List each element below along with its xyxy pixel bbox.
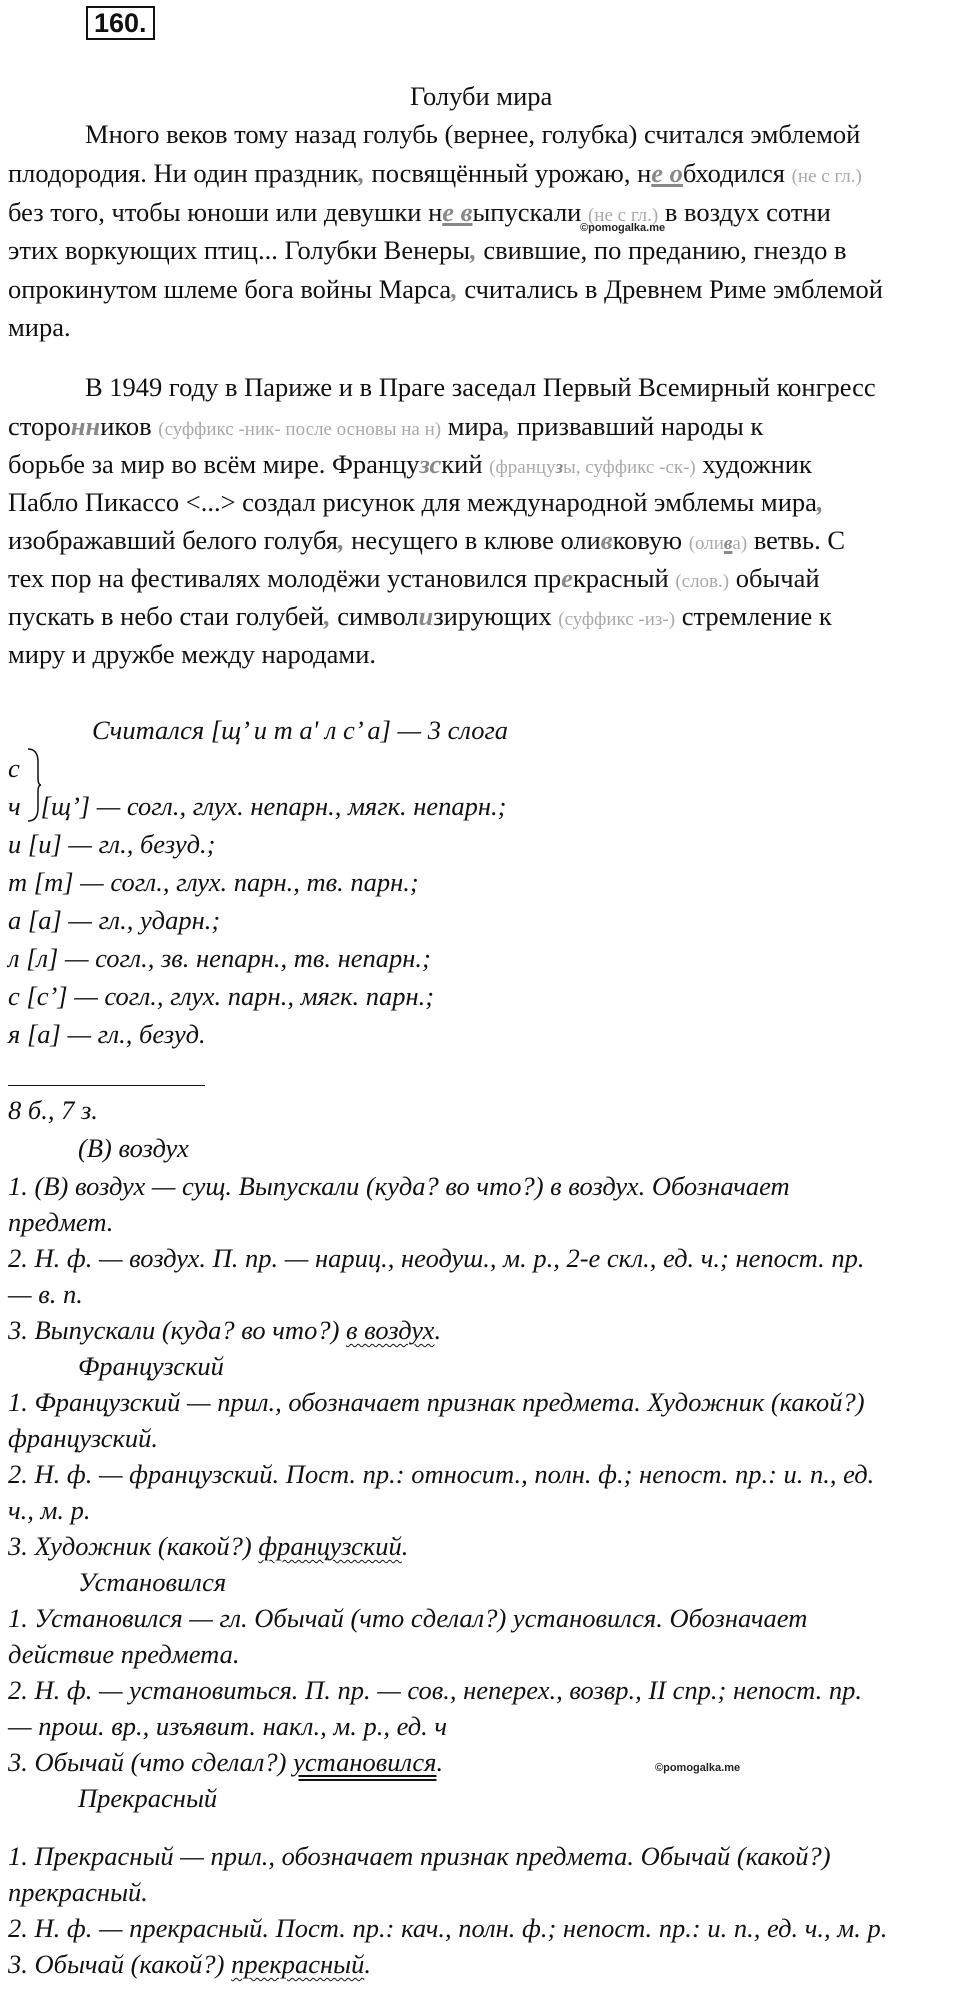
para1-line5: опрокинутом шлеме бога войны Марса, считались в Древнем Риме эмблемой [8, 274, 883, 304]
watermark: ©pomogalka.me [655, 1762, 741, 1774]
para2-line8: миру и дружбе между народами. [8, 639, 376, 669]
morph-line: 2. Н. ф. — воздух. П. пр. — нариц., неодуш., м. р., 2-е скл., ед. ч.; непост. пр. [8, 1243, 865, 1273]
morph-word2-title: Французский [78, 1351, 224, 1381]
morph-line: — в. п. [8, 1279, 83, 1309]
para2-line6: тех пор на фестивалях молодёжи установился прекрасный (слов.) обычай [8, 563, 820, 593]
morph-line: ч., м. р. [8, 1495, 91, 1525]
phonetic-s2: с [с’] — согл., глух. парн., мягк. парн.; [8, 981, 435, 1011]
morph-line: 2. Н. ф. — установиться. П. пр. — сов., неперех., возвр., II спр.; непост. пр. [8, 1675, 862, 1705]
morph-line: 3. Художник (какой?) французский. [8, 1531, 409, 1561]
phonetic-a: а [а] — гл., ударн.; [8, 905, 221, 935]
phonetic-t: т [т] — согл., глух. парн., тв. парн.; [8, 867, 419, 897]
para1-line2: плодородия. Ни один праздник, посвящённый урожаю, не обходился (не с гл.) [8, 158, 862, 188]
divider [8, 1085, 205, 1086]
para2-line4: Пабло Пикассо <...> создал рисунок для международной эмблемы мира, [8, 487, 824, 517]
morph-line: — прош. вр., изъявит. накл., м. р., ед. ч [8, 1711, 448, 1741]
para2-line7: пускать в небо стаи голубей, символизирующих (суффикс -из-) стремление к [8, 601, 832, 631]
morph-line: 2. Н. ф. — прекрасный. Пост. пр.: кач., полн. ф.; непост. пр.: и. п., ед. ч., м. р. [8, 1913, 888, 1943]
para2-line2: сторонников (суффикс -ник- после основы на н) мира, призвавший народы к [8, 411, 764, 441]
para1-line3: без того, чтобы юноши или девушки не выпускали (не с гл.) в воздух сотни [8, 197, 831, 227]
phonetic-i: и [и] — гл., безуд.; [8, 829, 216, 859]
exercise-number: 160. [86, 6, 155, 40]
watermark: ©pomogalka.me [580, 222, 666, 234]
morph-line: 1. Прекрасный — прил., обозначает признак предмета. Обычай (какой?) [8, 1841, 831, 1871]
para1-line4: этих воркующих птиц... Голубки Венеры, свившие, по преданию, гнездо в [8, 235, 847, 265]
para2-line5: изображавший белого голубя, несущего в клюве оливковую (олива) ветвь. С [8, 525, 846, 555]
para2-line3: борьбе за мир во всём мире. Французский (французы, суффикс -ск-) художник [8, 449, 812, 479]
morph-line: 1. Французский — прил., обозначает признак предмета. Художник (какой?) [8, 1387, 865, 1417]
morph-line: 3. Обычай (что сделал?) установился. [8, 1747, 444, 1777]
morph-line: предмет. [8, 1207, 114, 1237]
para2-line1: В 1949 году в Париже и в Праге заседал Первый Всемирный конгресс [85, 372, 876, 402]
spelling-note: (не с гл.) [587, 205, 659, 226]
phonetic-summary: 8 б., 7 з. [8, 1095, 98, 1125]
morph-line: прекрасный. [8, 1877, 148, 1907]
phonetic-s: с [8, 753, 20, 783]
morph-line: действие предмета. [8, 1639, 240, 1669]
morph-line: 1. Установился — гл. Обычай (что сделал?) установился. Обозначает [8, 1603, 808, 1633]
morph-word4-title: Прекрасный [78, 1783, 218, 1813]
morph-line: 3. Выпускали (куда? во что?) в воздух. [8, 1315, 442, 1345]
morph-line: 2. Н. ф. — французский. Пост. пр.: относит., полн. ф.; непост. пр.: и. п., ед. [8, 1459, 875, 1489]
phonetic-header: Считался [щ’ и т а' л с’ а] — 3 слога [92, 715, 509, 745]
morph-line: 3. Обычай (какой?) прекрасный. [8, 1949, 371, 1979]
morph-word1-title: (В) воздух [78, 1133, 189, 1163]
text-title: Голуби мира [410, 81, 553, 111]
morph-line: французский. [8, 1423, 159, 1453]
morph-line: 1. (В) воздух — сущ. Выпускали (куда? во что?) в воздух. Обозначает [8, 1171, 790, 1201]
phonetic-l: л [л] — согл., зв. непарн., тв. непарн.; [8, 943, 431, 973]
para1-line1: Много веков тому назад голубь (вернее, голубка) считался эмблемой [85, 119, 861, 149]
spelling-note: (не с гл.) [791, 166, 862, 187]
phonetic-ya: я [а] — гл., безуд. [8, 1019, 206, 1049]
phonetic-ch: ч [щ’] — согл., глух. непарн., мягк. непарн.; [8, 791, 507, 821]
para1-line6: мира. [8, 312, 71, 342]
morph-word3-title: Установился [78, 1567, 227, 1597]
